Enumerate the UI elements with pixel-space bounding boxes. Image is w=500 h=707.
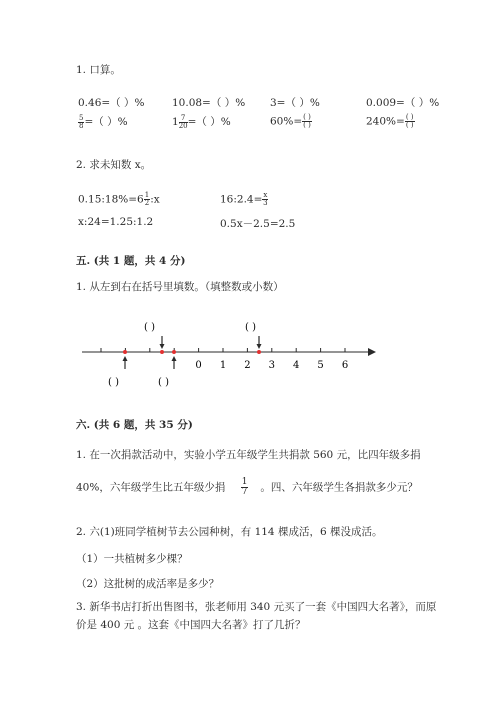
answer-blank: ( ) [108, 377, 119, 388]
q1-item-8: 240%= $\frac{( )}{( )}$ [366, 113, 414, 129]
q1-title: 1. 口算。 [76, 64, 121, 76]
q1-item-2: 10.08=（ ）% [172, 97, 246, 109]
marked-point [257, 350, 261, 354]
q2-title: 2. 求未知数 x。 [76, 159, 152, 171]
section-6-q3-line1: 3. 新华书店打折出售图书，张老师用 340 元买了一套《中国四大名著》，而原 [76, 601, 437, 613]
number-line-ticks [101, 348, 348, 371]
q1-item-7: 60%= $\frac{( )}{( )}$ [270, 113, 311, 129]
section-6-q2-part2: （2）这批树的成活率是多少？ [76, 578, 220, 590]
equation-4: 0.5x－2.5=2.5 [220, 218, 296, 230]
equation-1: 0.15:18%=6 $\frac{1}{2}$ :x [78, 191, 160, 207]
tick-label: 4 [293, 360, 300, 371]
q1-item-5: $\frac{5}{8}$ =（ ）% [79, 113, 128, 130]
tick-label: 3 [268, 360, 275, 371]
down-arrow-head [160, 344, 165, 349]
section-6-q2: 2. 六(1)班同学植树节去公园种树，有 114 棵成活，6 棵没成活。 [76, 526, 383, 538]
answer-blank: ( ) [158, 377, 169, 388]
up-arrow-head [123, 356, 128, 361]
tick-label: 6 [341, 360, 349, 371]
section-6-q2-part1: （1）一共植树多少棵？ [76, 553, 188, 565]
tick-label: 1 [219, 360, 227, 371]
fraction: $\frac{5}{8}$ [79, 113, 84, 130]
section-5-heading: 五. (共 1 题，共 4 分) [76, 255, 186, 267]
fraction: $\frac{1}{2}$ [144, 191, 150, 207]
down-arrow-head [257, 344, 262, 349]
marked-point [123, 350, 127, 354]
answer-blank: ( ) [245, 322, 256, 333]
q1-item-1: 0.46=（ ）% [78, 97, 145, 109]
section-5-question-1: 1. 从左到右在括号里填数。（填整数或小数） [76, 281, 284, 293]
q1-item-3: 3=（ ）% [270, 97, 320, 109]
equation-2: 16:2.4= $\frac{x}{3}$ [220, 191, 268, 207]
fraction: $\frac{x}{3}$ [263, 191, 268, 207]
section-6-q1-line2: 40%，六年级学生比五年级少捐 $\frac{1}{7}$ 。四、六年级学生各捐款多少元？ [76, 477, 418, 497]
tick-label: 5 [317, 360, 324, 371]
tick-label: 2 [244, 360, 251, 371]
fraction: $\frac{7}{20}$ [178, 113, 188, 130]
equation-3: x:24=1.25:1.2 [78, 216, 154, 228]
q1-item-4: 0.009=（ ）% [366, 97, 440, 109]
marked-point [172, 350, 176, 354]
tick-label: 0 [195, 360, 202, 371]
section-6-heading: 六. (共 6 题，共 35 分) [76, 419, 193, 431]
answer-blank: ( ) [144, 322, 155, 333]
fraction: $\frac{( )}{( )}$ [405, 113, 414, 129]
section-6-q1-line1: 1. 在一次捐款活动中，实验小学五年级学生共捐款 560 元，比四年级多捐 [76, 449, 421, 461]
q1-item-6: 1 $\frac{7}{20}$ =（ ）% [172, 113, 231, 130]
number-line-arrow [368, 348, 376, 356]
marked-point [160, 350, 164, 354]
fraction: $\frac{( )}{( )}$ [303, 113, 311, 129]
fraction: $\frac{1}{7}$ [241, 477, 248, 497]
section-6-q3-line2: 价是 400 元 。这套《中国四大名著》打了几折？ [76, 619, 306, 631]
up-arrow-head [172, 356, 177, 361]
